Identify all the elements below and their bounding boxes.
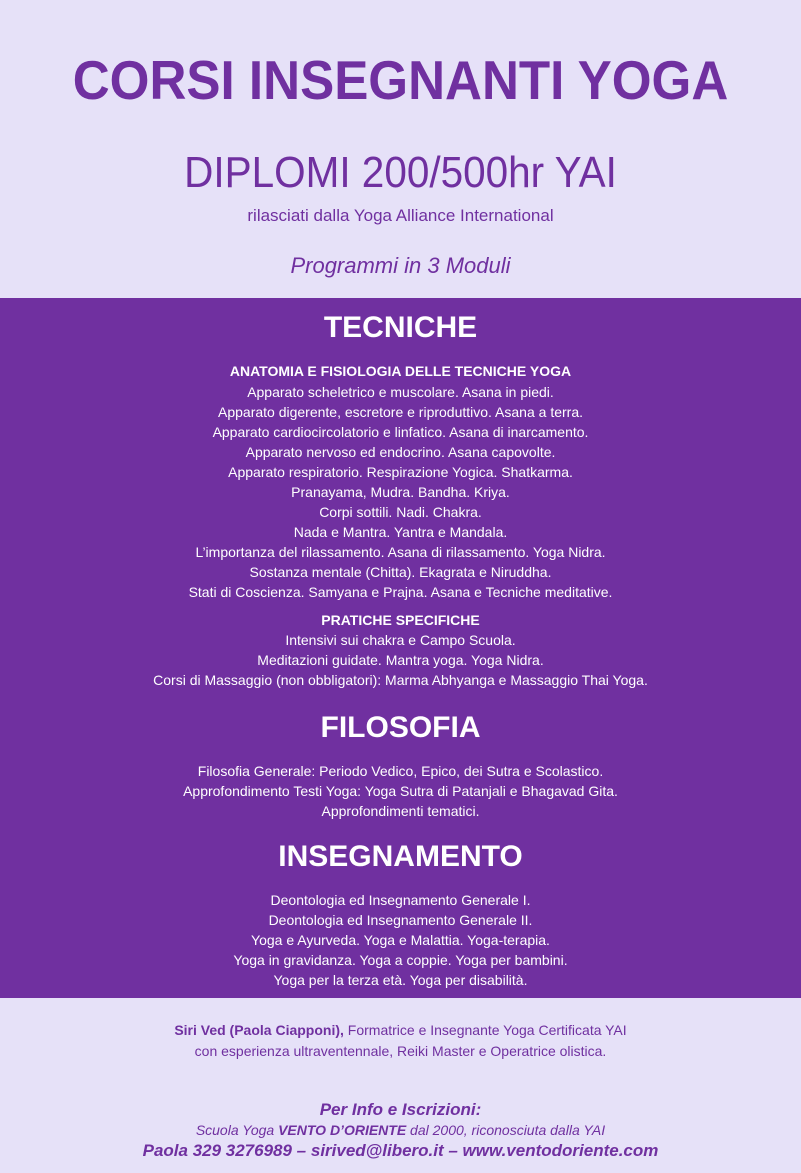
practices-heading: PRATICHE SPECIFICHE	[321, 612, 480, 628]
list-item: Intensivi sui chakra e Campo Scuola.	[285, 632, 516, 648]
school-line	[0, 1122, 801, 1138]
anatomy-heading: ANATOMIA E FISIOLOGIA DELLE TECNICHE YOGA	[229, 363, 572, 379]
list-item: Corsi di Massaggio (non obbligatori): Marma Abhyanga e Massaggio Thai Yoga.	[153, 672, 648, 688]
list-item: Sostanza mentale (Chitta). Ekagrata e Niruddha.	[249, 564, 552, 580]
programs-text: Programmi in 3 Moduli	[290, 253, 511, 278]
section-title-filosofia: FILOSOFIA	[320, 711, 481, 744]
header	[0, 0, 801, 298]
teacher-role: Formatrice e Insegnante Yoga Certificata YAI	[343, 1022, 627, 1038]
list-item: Corpi sottili. Nadi. Chakra.	[319, 504, 482, 520]
info-heading: Per Info e Iscrizioni:	[319, 1100, 482, 1119]
list-item: Approfondimento Testi Yoga: Yoga Sutra di Patanjali e Bhagavad Gita.	[183, 783, 618, 799]
school-suffix: dal 2000, riconosciuta dalla YAI	[406, 1122, 606, 1138]
list-item: Yoga e Ayurveda. Yoga e Malattia. Yoga-terapia.	[251, 932, 550, 948]
list-item: Apparato respiratorio. Respirazione Yogica. Shatkarma.	[228, 464, 573, 480]
insegnamento-list	[0, 890, 801, 990]
contact-line: Paola 329 3276989 – sirived@libero.it – www.ventodoriente.com	[142, 1141, 659, 1160]
list-item: Apparato cardiocircolatorio e linfatico. Asana di inarcamento.	[212, 424, 589, 440]
teacher-name: Siri Ved (Paola Ciapponi),	[174, 1022, 344, 1038]
issued-by-text: rilasciati dalla Yoga Alliance International	[247, 206, 554, 225]
section-title-tecniche: TECNICHE	[323, 311, 478, 344]
curriculum-band	[0, 298, 801, 998]
list-item: Stati di Coscienza. Samyana e Prajna. Asana e Tecniche meditative.	[188, 584, 613, 600]
teacher-experience: con esperienza ultraventennale, Reiki Master e Operatrice olistica.	[194, 1043, 607, 1059]
list-item: Deontologia ed Insegnamento Generale II.	[268, 912, 533, 928]
list-item: Apparato scheletrico e muscolare. Asana in piedi.	[247, 384, 554, 400]
diploma-subtitle: DIPLOMI 200/500hr YAI	[184, 148, 617, 197]
anatomy-list	[0, 382, 801, 602]
list-item: Filosofia Generale: Periodo Vedico, Epico, dei Sutra e Scolastico.	[197, 763, 604, 779]
teacher-bio	[0, 1020, 801, 1062]
school-name: VENTO D’ORIENTE	[278, 1122, 407, 1138]
list-item: L’importanza del rilassamento. Asana di rilassamento. Yoga Nidra.	[195, 544, 606, 560]
list-item: Apparato digerente, escretore e riproduttivo. Asana a terra.	[218, 404, 583, 420]
list-item: Apparato nervoso ed endocrino. Asana capovolte.	[245, 444, 556, 460]
school-prefix: Scuola Yoga	[195, 1122, 279, 1138]
list-item: Deontologia ed Insegnamento Generale I.	[270, 892, 531, 908]
list-item: Meditazioni guidate. Mantra yoga. Yoga Nidra.	[257, 652, 544, 668]
list-item: Yoga in gravidanza. Yoga a coppie. Yoga per bambini.	[233, 952, 568, 968]
footer	[0, 998, 801, 1173]
list-item: Approfondimenti tematici.	[321, 803, 480, 819]
section-title-insegnamento: INSEGNAMENTO	[278, 840, 523, 873]
list-item: Nada e Mantra. Yantra e Mandala.	[293, 524, 508, 540]
list-item: Yoga per la terza età. Yoga per disabilità.	[273, 972, 528, 988]
list-item: Pranayama, Mudra. Bandha. Kriya.	[291, 484, 510, 500]
filosofia-list	[0, 761, 801, 821]
page-title: CORSI INSEGNANTI YOGA	[72, 49, 729, 111]
practices-list	[0, 630, 801, 690]
